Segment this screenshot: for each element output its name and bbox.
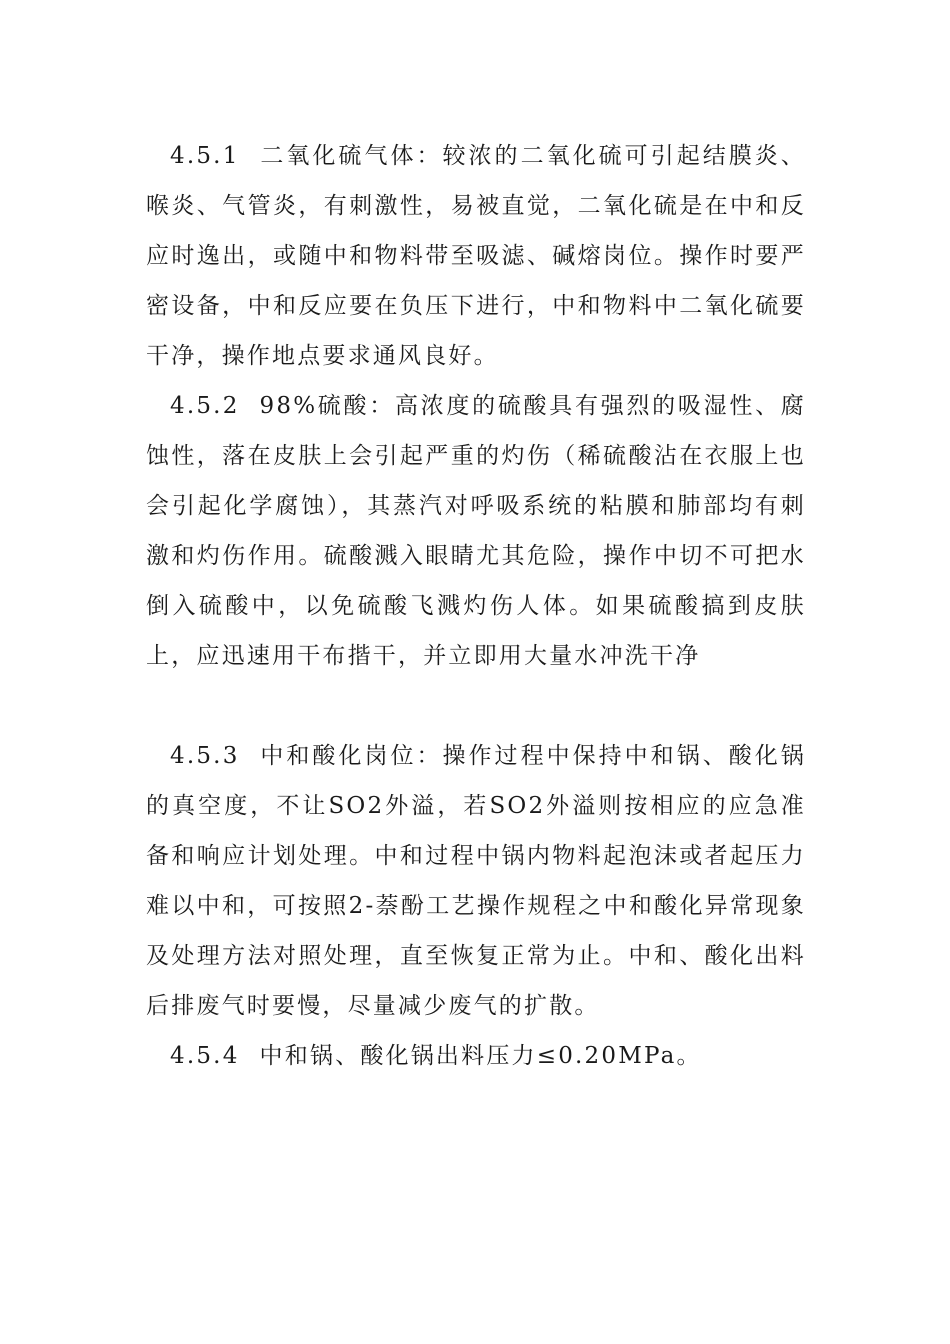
section-number: 4.5.1: [170, 143, 240, 169]
section-number: 4.5.2: [170, 393, 240, 419]
paragraph-4-5-1: [146, 131, 806, 381]
paragraph-text: 二氧化硫气体：较浓的二氧化硫可引起结膜炎、喉炎、气管炎，有刺激性，易被直觉，二氧化硫是在中和反应时逸出，或随中和物料带至吸滤、碱熔岗位。操作时要严密设备，中和反应要在负压下进行，中和物料中二氧化硫要干净，操作地点要求通风良好。: [146, 143, 806, 369]
section-number: 4.5.3: [170, 743, 240, 769]
document-body: [146, 131, 806, 1081]
paragraph-text: 中和锅、酸化锅出料压力≤0.20MPa。: [259, 1043, 702, 1069]
paragraph-4-5-3: [146, 731, 806, 1031]
paragraph-text: 中和酸化岗位：操作过程中保持中和锅、酸化锅的真空度，不让SO2外溢，若SO2外溢则按相应的应急准备和响应计划处理。中和过程中锅内物料起泡沫或者起压力难以中和，可按照2-萘酚工艺操作规程之中和酸化异常现象及处理方法对照处理，直至恢复正常为止。中和、酸化出料后排废气时要慢，尽量减少废气的扩散。: [146, 743, 806, 1019]
paragraph-text: 98%硫酸：高浓度的硫酸具有强烈的吸湿性、腐蚀性，落在皮肤上会引起严重的灼伤（稀硫酸沾在衣服上也会引起化学腐蚀），其蒸汽对呼吸系统的粘膜和肺部均有刺激和灼伤作用。硫酸溅入眼睛尤其危险，操作中切不可把水倒入硫酸中，以免硫酸飞溅灼伤人体。如果硫酸搞到皮肤上，应迅速用干布揩干，并立即用大量水冲洗干净: [146, 393, 806, 669]
paragraph-4-5-2: [146, 381, 806, 681]
section-number: 4.5.4: [170, 1043, 240, 1069]
paragraph-gap: [146, 681, 806, 731]
paragraph-4-5-4: [146, 1031, 806, 1081]
